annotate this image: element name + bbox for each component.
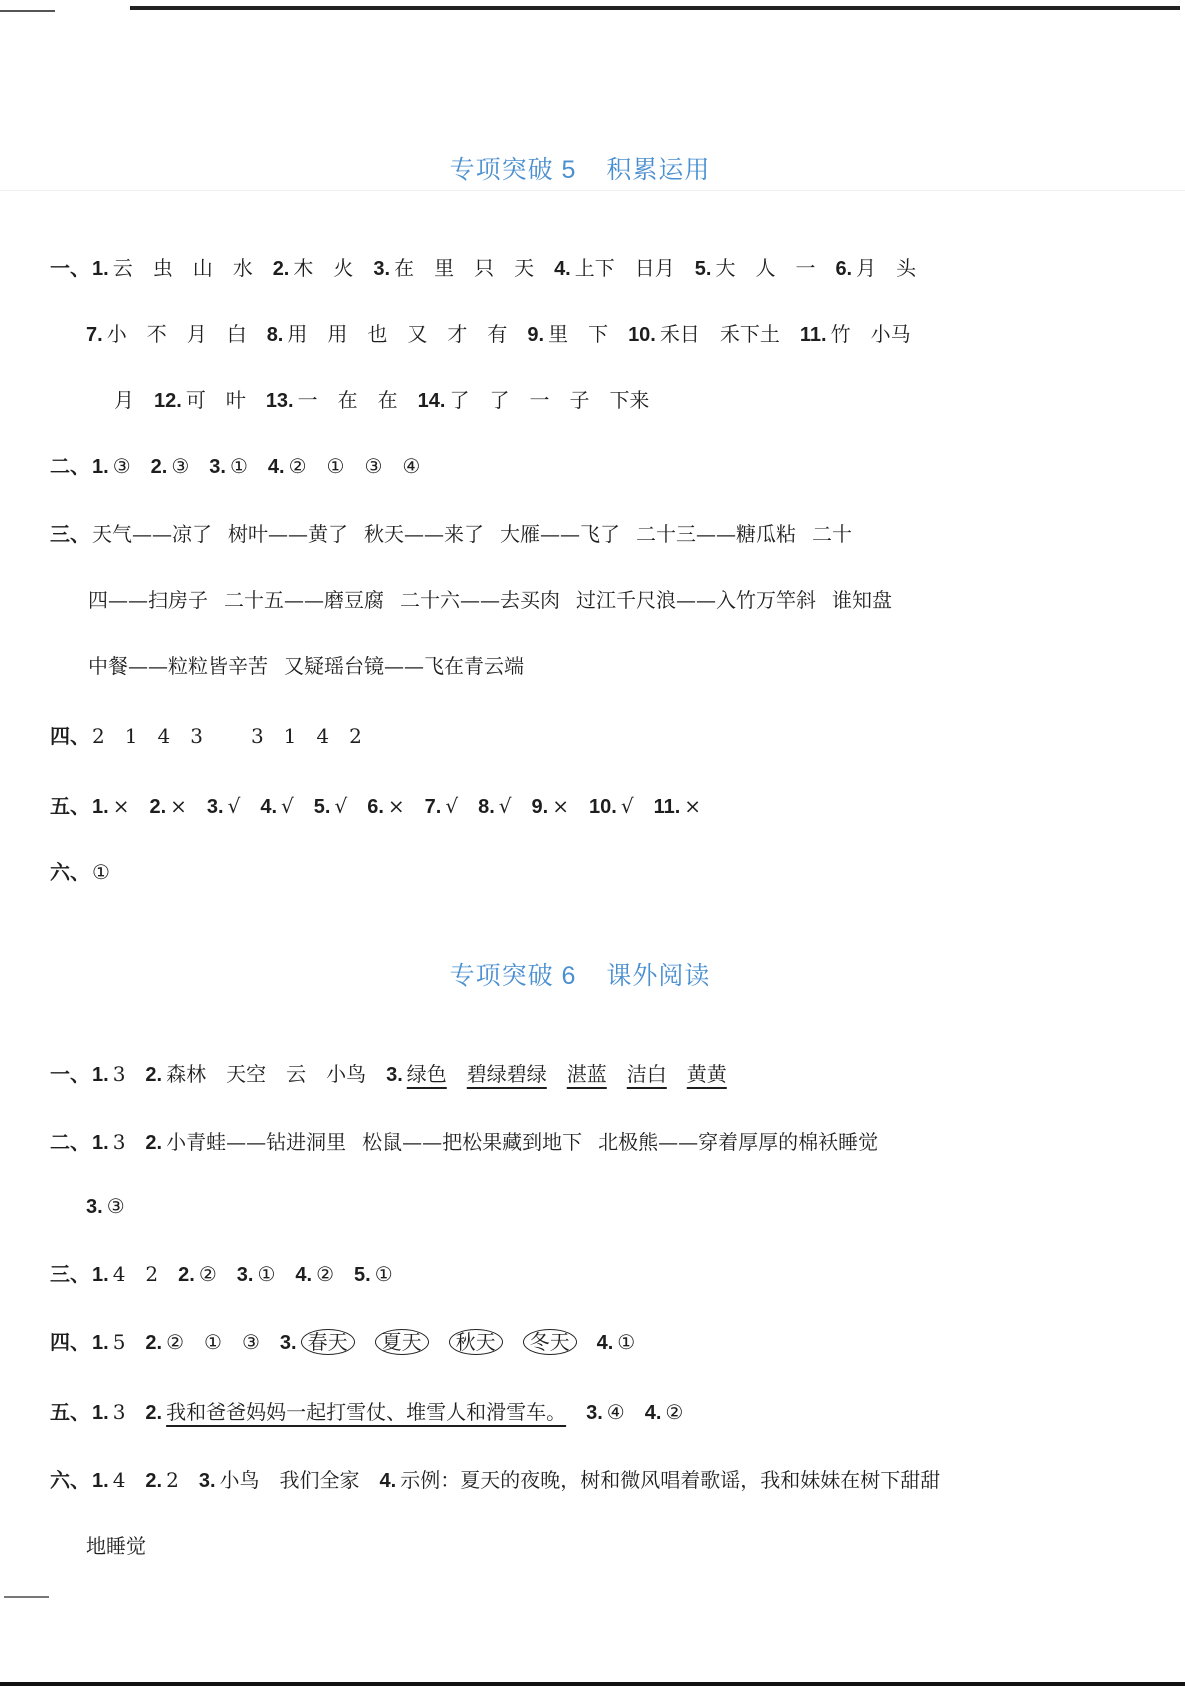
circled-answer: 秋天 xyxy=(449,1329,503,1355)
circled-answer: 夏天 xyxy=(375,1329,429,1355)
s6-q3-row: 三、 1. 4 2 2. ② 3. ① 4. ② 5. ① xyxy=(50,1262,393,1286)
faint-divider xyxy=(0,190,1185,191)
question-label: 一、 xyxy=(50,256,90,280)
s6-q2-row2: 3. ③ xyxy=(86,1194,125,1218)
top-rule-left xyxy=(0,10,55,12)
section-6-title-name: 课外阅读 xyxy=(606,962,711,990)
s5-q6-row: 六、 ① xyxy=(50,860,110,884)
circled-answer: 冬天 xyxy=(523,1329,577,1355)
s5-q3-row3: 中餐——粒粒皆辛苦 又疑瑶台镜——飞在青云端 xyxy=(88,654,524,678)
section-6-title xyxy=(0,956,1160,992)
bottom-rule xyxy=(0,1682,1185,1686)
s5-q3-row1: 三、 天气——凉了 树叶——黄了 秋天——来了 大雁——飞了 二十三——糖瓜粘 二十 xyxy=(50,522,852,546)
s5-q1-row2: 7. 小 不 月 白 8. 用 用 也 又 才 有 9. 里 下 10. 禾日 禾下土 11. 竹 小马 xyxy=(86,322,911,346)
s5-q2-row: 二、 1. ③ 2. ③ 3. ① 4. ② ① ③ ④ xyxy=(50,454,421,478)
s5-q1-row1: 一、 1. 云 虫 山 水 2. 木 火 3. 在 里 只 天 4. 上下 日月 5. 大 人 一 6. 月 头 xyxy=(50,256,917,280)
bottom-mark xyxy=(4,1596,49,1598)
s5-q1-row3: 月 12. 可 叶 13. 一 在 在 14. 了 了 一 子 下来 xyxy=(114,388,650,412)
section-5-title-name: 积累运用 xyxy=(606,156,711,184)
top-rule xyxy=(130,6,1180,10)
circled-answer: 春天 xyxy=(301,1329,355,1355)
s5-q3-row2: 四——扫房子 二十五——磨豆腐 二十六——去买肉 过江千尺浪——入竹万竿斜 谁知盘 xyxy=(88,588,892,612)
section-5-title xyxy=(0,150,1160,186)
s6-q6-row1: 六、 1. 4 2. 2 3. 小鸟 我们全家 4. 示例：夏天的夜晚，树和微风唱着歌谣，我和妹妹在树下甜甜 xyxy=(50,1468,941,1492)
s6-q2-row1: 二、 1. 3 2. 小青蛙——钻进洞里 松鼠——把松果藏到地下 北极熊——穿着厚厚的棉袄睡觉 xyxy=(50,1130,879,1154)
s6-q6-row2: 地睡觉 xyxy=(86,1534,146,1558)
s6-q4-row: 四、 1. 5 2. ② ① ③ 3. 春天 夏天 秋天 冬天 4. ① xyxy=(50,1330,636,1354)
section-5-title-number: 专项突破 5 xyxy=(449,156,577,184)
s6-q5-row: 五、 1. 3 2. 我和爸爸妈妈一起打雪仗、堆雪人和滑雪车。 3. ④ 4. ② xyxy=(50,1400,684,1424)
section-6-title-number: 专项突破 6 xyxy=(449,962,577,990)
s6-q1-row: 一、 1. 3 2. 森林 天空 云 小鸟 3. 绿色 碧绿碧绿 湛蓝 洁白 黄黄 xyxy=(50,1062,727,1086)
s5-q4-row: 四、 2 1 4 3 3 1 4 2 xyxy=(50,724,362,748)
s5-q5-row: 五、 1. × 2. × 3. √ 4. √ 5. √ 6. × 7. √ 8. √ 9. × 10. √ 11. × xyxy=(50,794,702,818)
